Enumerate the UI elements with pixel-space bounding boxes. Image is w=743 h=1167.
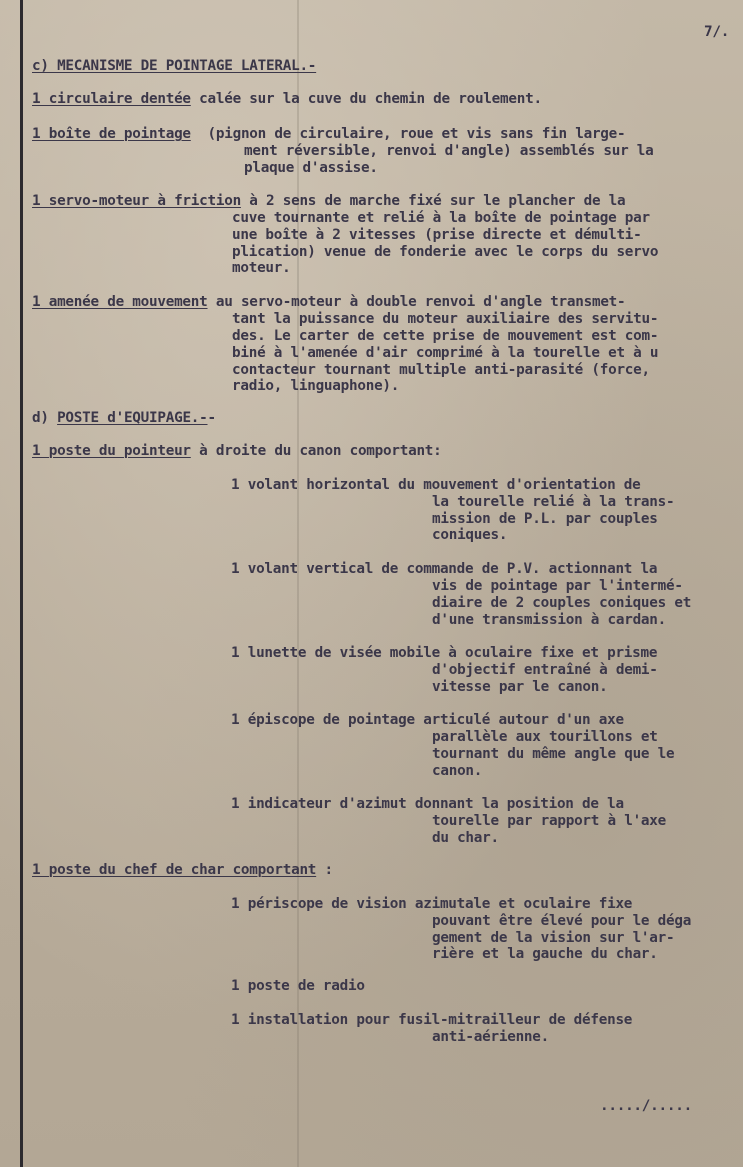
sub-periscope-lead: 1 périscope de vision bbox=[231, 896, 407, 912]
section-d-heading bbox=[32, 410, 216, 427]
item-amenee-line2: tant la puissance du moteur auxiliaire des servitu- bbox=[232, 311, 659, 327]
item-chef bbox=[32, 862, 333, 879]
item-boite-text1: (pignon de circulaire, roue et vis sans fin large- bbox=[190, 126, 626, 142]
sub-indicateur-lead: 1 indicateur d'azimut bbox=[231, 796, 407, 812]
sub-volant-v-text1: commande de P.V. actionnant la bbox=[398, 561, 658, 577]
item-servo-line4: plication) venue de fonderie avec le corps du servo bbox=[232, 244, 659, 260]
section-d-suffix: - bbox=[207, 410, 216, 426]
sub-indicateur-line1 bbox=[231, 796, 624, 813]
item-amenee-line5: contacteur tournant multiple anti-parasité (force, bbox=[232, 362, 650, 378]
sub-lunette-line3: vitesse par le canon. bbox=[432, 679, 608, 695]
sub-volant-h-line1 bbox=[231, 477, 641, 494]
sub-indicateur-text1: donnant la position de la bbox=[406, 796, 624, 812]
sub-volant-h-line3: mission de P.L. par couples bbox=[432, 511, 658, 527]
item-circulaire-label: 1 circulaire dentée bbox=[32, 91, 191, 107]
item-amenee-line4: biné à l'amenée d'air comprimé à la tourelle et à u bbox=[232, 345, 659, 361]
item-boite-line3: plaque d'assise. bbox=[244, 160, 378, 176]
continuation-marker: ...../..... bbox=[600, 1098, 692, 1114]
sub-volant-h-line2: la tourelle relié à la trans- bbox=[432, 494, 675, 510]
item-amenee-line6: radio, linguaphone). bbox=[232, 378, 400, 394]
item-servo-label: 1 servo-moteur à friction bbox=[32, 193, 241, 209]
sub-periscope-line3: gement de la vision sur l'ar- bbox=[432, 930, 675, 946]
item-amenee-line3: des. Le carter de cette prise de mouvement est com- bbox=[232, 328, 659, 344]
sub-volant-v-line2: vis de pointage par l'intermé- bbox=[432, 578, 683, 594]
sub-periscope-text1: azimutale et oculaire fixe bbox=[406, 896, 633, 912]
item-amenee-text1: au servo-moteur à double renvoi d'angle transmet- bbox=[207, 294, 626, 310]
item-boite-line2: ment réversible, renvoi d'angle) assemblés sur la bbox=[244, 143, 654, 159]
item-pointeur-text: à droite du canon comportant: bbox=[190, 443, 442, 459]
item-pointeur bbox=[32, 443, 442, 460]
item-amenee-line1 bbox=[32, 294, 625, 311]
sub-lunette-line2: d'objectif entraîné à demi- bbox=[432, 662, 658, 678]
item-servo-line5: moteur. bbox=[232, 260, 291, 276]
item-boite-line1 bbox=[32, 126, 625, 143]
sub-volant-v-line4: d'une transmission à cardan. bbox=[432, 612, 667, 628]
item-boite-label: 1 boîte de pointage bbox=[32, 126, 191, 142]
sub-volant-v-line3: diaire de 2 couples coniques et bbox=[432, 595, 692, 611]
sub-episcope-line4: canon. bbox=[432, 763, 483, 779]
sub-volant-h-lead: 1 volant horizontal bbox=[231, 477, 390, 493]
item-chef-label: 1 poste du chef de char comportant bbox=[32, 862, 317, 878]
sub-fusil-lead: 1 installation pour bbox=[231, 1012, 390, 1028]
item-circulaire-text: calée sur la cuve du chemin de roulement. bbox=[190, 91, 542, 107]
sub-lunette-text1: à oculaire fixe et prisme bbox=[439, 645, 658, 661]
sub-episcope-lead: 1 épiscope de pointage bbox=[231, 712, 415, 728]
item-chef-text: : bbox=[316, 862, 333, 878]
item-servo-line3: une boîte à 2 vitesses (prise directe et démulti- bbox=[232, 227, 642, 243]
sub-periscope-line4: rière et la gauche du char. bbox=[432, 946, 658, 962]
section-c-heading-text: c) MECANISME DE POINTAGE LATERAL.- bbox=[32, 58, 317, 74]
sub-indicateur-line3: du char. bbox=[432, 830, 499, 846]
sub-volant-v-lead: 1 volant vertical de bbox=[231, 561, 399, 577]
item-amenee-label: 1 amenée de mouvement bbox=[32, 294, 208, 310]
sub-episcope-text1: articulé autour d'un axe bbox=[414, 712, 624, 728]
sub-episcope-line2: parallèle aux tourillons et bbox=[432, 729, 658, 745]
sub-indicateur-line2: tourelle par rapport à l'axe bbox=[432, 813, 667, 829]
sub-fusil-line1 bbox=[231, 1012, 632, 1029]
item-circulaire bbox=[32, 91, 542, 108]
sub-periscope-line1 bbox=[231, 896, 632, 913]
sub-episcope-line1 bbox=[231, 712, 624, 729]
sub-fusil-line2: anti-aérienne. bbox=[432, 1029, 550, 1045]
item-pointeur-label: 1 poste du pointeur bbox=[32, 443, 191, 459]
sub-volant-v-line1 bbox=[231, 561, 657, 578]
section-d-prefix: d) bbox=[32, 410, 58, 426]
sub-radio: 1 poste de radio bbox=[231, 978, 365, 994]
sub-lunette-line1 bbox=[231, 645, 657, 662]
sub-lunette-lead: 1 lunette de visée mobile bbox=[231, 645, 440, 661]
item-servo-line2: cuve tournante et relié à la boîte de pointage par bbox=[232, 210, 650, 226]
section-d-heading-text: POSTE d'EQUIPAGE.- bbox=[57, 410, 208, 426]
sub-fusil-text1: fusil-mitrailleur de défense bbox=[389, 1012, 633, 1028]
section-c-heading bbox=[32, 58, 316, 75]
sub-volant-h-line4: coniques. bbox=[432, 527, 508, 543]
margin-rule bbox=[20, 0, 23, 1167]
sub-periscope-line2: pouvant être élevé pour le déga bbox=[432, 913, 692, 929]
item-servo-line1 bbox=[32, 193, 625, 210]
page-number: 7/. bbox=[704, 24, 730, 40]
sub-volant-h-text1: du mouvement d'orientation de bbox=[389, 477, 641, 493]
item-servo-text1: à 2 sens de marche fixé sur le plancher de la bbox=[240, 193, 626, 209]
sub-episcope-line3: tournant du même angle que le bbox=[432, 746, 675, 762]
